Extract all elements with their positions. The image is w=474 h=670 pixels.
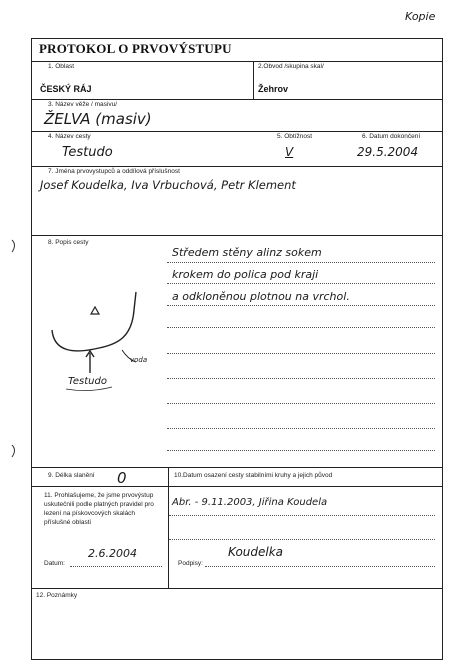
datum-dokonceni-label: 6. Datum dokončení [362,133,421,140]
podpisy-label: Podpisy: [178,560,203,567]
prohlaseni-label: 11. Prohlašujeme, že jsme prvovýstup uskutečnili podle platných pravidel pro lezení na pískovcových skalách příslušné oblasti [44,492,154,526]
vez-value: ŽELVA (masiv) [44,110,152,128]
delka-label: 9. Délka slanění [48,472,95,479]
route-sketch-rock-outline [52,292,136,351]
popis-label: 8. Popis cesty [48,239,89,246]
delka-value: 0 [117,469,127,487]
popis-line-2: krokem do polica pod kraji [172,268,319,281]
datum-dokonceni-value: 29.5.2004 [357,145,419,159]
oblast-value: ČESKÝ RÁJ [40,84,92,94]
punch-mark-lower [12,445,15,457]
oblast-label: 1. Oblast [48,63,75,70]
cesta-label: 4. Název cesty [48,133,91,140]
popis-line-1: Středem stěny alinz sokem [172,246,322,259]
obvod-label: 2.Obvod /skupina skal/ [258,63,324,70]
datum2-label: Datum: [44,560,65,567]
obvod-value: Žehrov [258,84,289,94]
kruhy-label: 10.Datum osazení cesty stabilními kruhy a jejich původ [174,472,333,479]
route-sketch-triangle [91,307,99,314]
form-title: PROTOKOL O PRVOVÝSTUPU [39,41,232,56]
obtiznost-label: 5. Obtížnost [277,133,313,140]
cesta-value: Testudo [62,145,113,160]
podpis-value: Koudelka [228,545,284,559]
corner-note: Kopie [405,10,436,23]
popis-line-3: a odkloněnou plotnou na vrchol. [172,290,350,303]
punch-marks [8,230,20,470]
kruhy-value: Abr. - 9.11.2003, Jiřina Koudela [172,497,328,508]
vez-label: 3. Název věže / masivu/ [48,101,117,108]
datum2-value: 2.6.2004 [88,547,137,560]
jmena-value: Josef Koudelka, Iva Vrbuchová, Petr Klement [40,178,296,192]
sketch-note: voda [130,356,148,364]
poznamky-label: 12. Poznámky [36,592,78,599]
obtiznost-value: V [285,145,294,159]
jmena-label: 7. Jména prvovystupců a oddílová příslušnost [48,168,180,175]
route-sketch-caption-underline [66,387,112,391]
punch-mark-upper [12,240,15,252]
sketch-caption: Testudo [68,376,107,387]
